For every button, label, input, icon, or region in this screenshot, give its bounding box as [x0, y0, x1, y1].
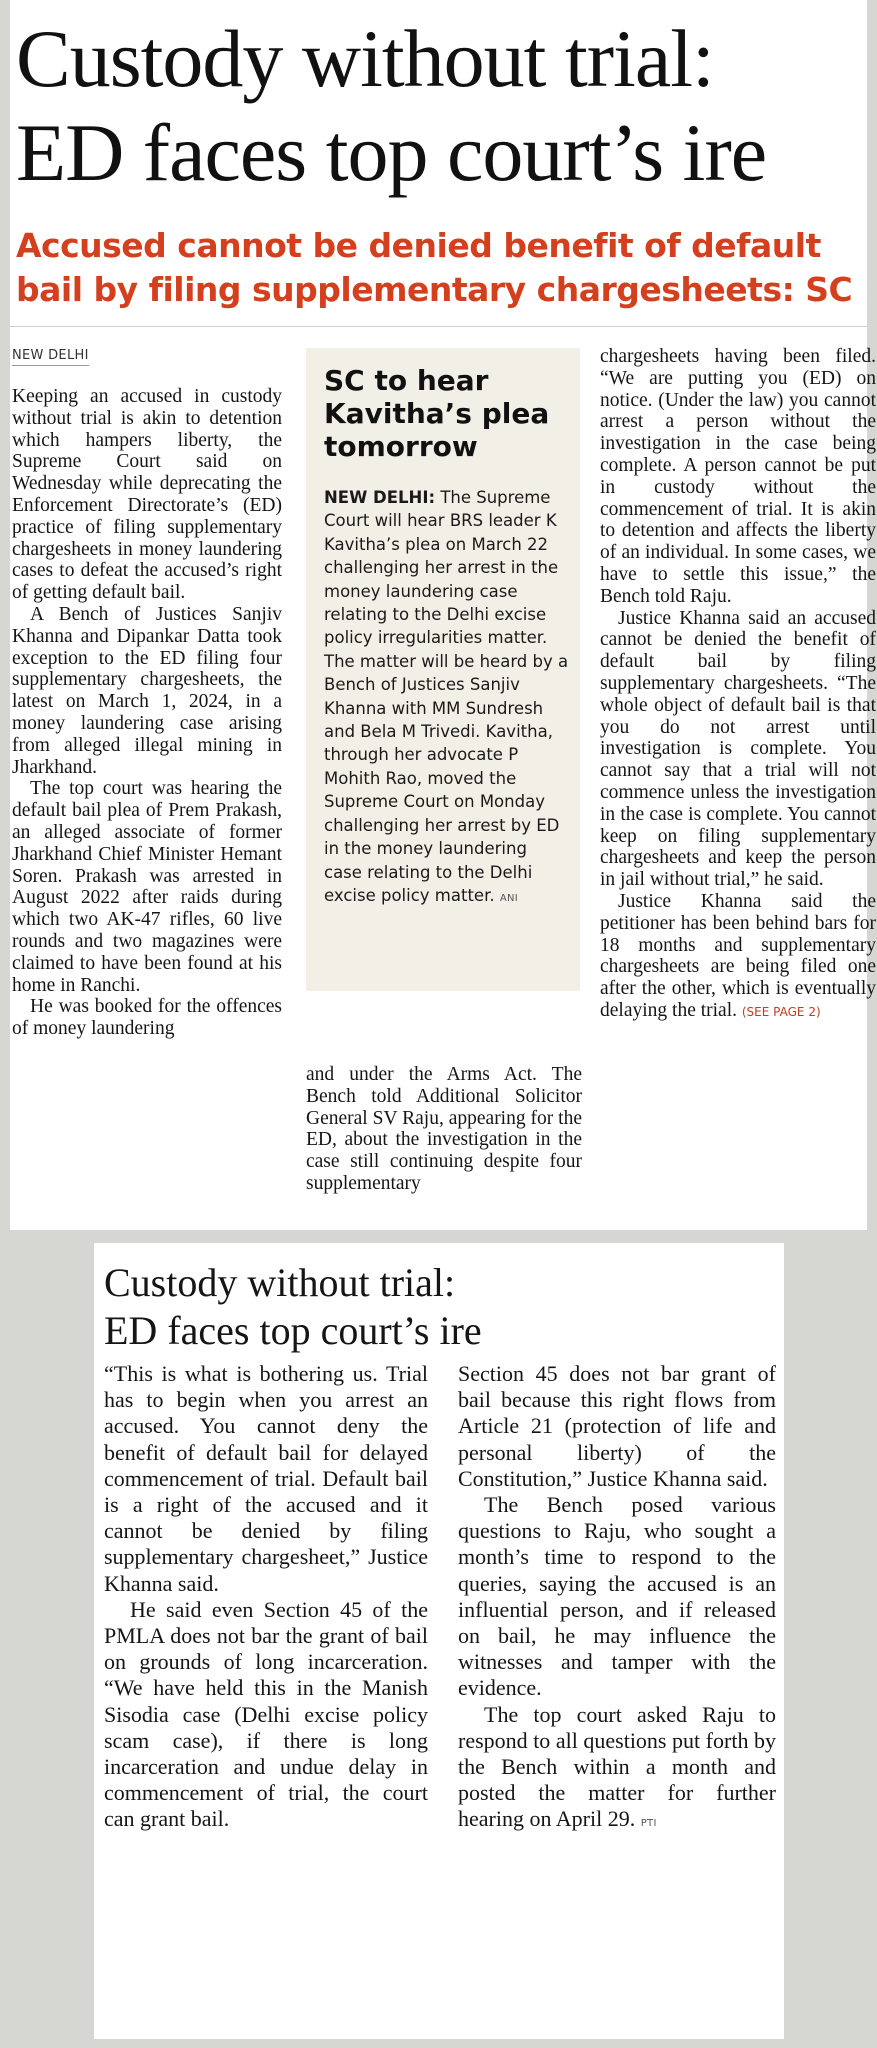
agency-credit: PTI — [640, 1818, 657, 1830]
paragraph: Keeping an accused in custody without trial is akin to detention which hampers liberty, the Supreme Court said on Wednesday while deprecating the Enforcement Directorate’s (ED) practice of filing supplementary chargesheets in money laundering cases to defeat the accused’s right of getting default bail. — [12, 386, 282, 604]
article-column-2 — [306, 1064, 582, 1195]
newspaper-clipping-continued — [94, 1243, 784, 2039]
article-column-3 — [600, 346, 876, 1024]
headline-line-2: ED faces top court’s ire — [16, 107, 767, 198]
paragraph: He was booked for the offences of money laundering — [12, 996, 282, 1040]
continuation-headline — [104, 1259, 754, 1355]
sidebar-box — [306, 348, 580, 991]
paragraph: A Bench of Justices Sanjiv Khanna and Dipankar Datta took exception to the ED filing four supplementary chargesheets, the latest on March 1, 2024, in a money laundering case arising from alleged illegal mining in Jharkhand. — [12, 603, 282, 778]
paragraph: “This is what is bothering us. Trial has to begin when you arrest an accused. You cannot deny the benefit of default bail for delayed commencement of trial. Default bail is a right of the accused and it cannot be denied by filing supplementary chargesheet,” Justice Khanna said. — [104, 1361, 428, 1596]
paragraph-text: Justice Khanna said the petitioner has been behind bars for 18 months and supplementary chargesheets are being filed one after the other, which is eventually delaying the trial. — [600, 890, 876, 1021]
subheadline-line-1: Accused cannot be denied benefit of default — [16, 226, 821, 265]
article-column-1 — [12, 386, 282, 1040]
paragraph: and under the Arms Act. The Bench told Additional Solicitor General SV Raju, appearing for the ED, about the investigation in the case still continuing despite four supplementary — [306, 1064, 582, 1194]
see-page-jump: (SEE PAGE 2) — [741, 1004, 821, 1019]
subheadline-line-2: bail by filing supplementary chargesheets: SC — [16, 270, 853, 309]
dateline: NEW DELHI — [12, 348, 89, 366]
paragraph: The top court was hearing the default bail plea of Prem Prakash, an alleged associate of former Jharkhand Chief Minister Hemant Soren. Prakash was arrested in August 2022 after raids during which two AK-47 rifles, 60 live rounds and two magazines were claimed to have been found at his home in Ranchi. — [12, 778, 282, 996]
sidebar-dateline: NEW DELHI: — [324, 488, 436, 507]
continuation-column-1 — [104, 1361, 428, 1833]
divider — [10, 326, 867, 327]
headline — [16, 12, 861, 200]
paragraph-text: The top court asked Raju to respond to all questions put forth by the Bench within a month and posted the matter for further hearing on April 29. — [458, 1701, 776, 1832]
newspaper-clipping-front — [10, 0, 876, 1230]
continuation-column-2 — [458, 1361, 776, 1838]
paragraph — [600, 891, 876, 1024]
headline-line-1: Custody without trial: — [16, 13, 714, 104]
sidebar-text: The Supreme Court will hear BRS leader K Kavitha’s plea on March 22 challenging her arrest in the money laundering case relating to the Delhi excise policy irregularities matter. The matter will be heard by a Bench of Justices Sanjiv Khanna with MM Sundresh and Bela M Trivedi. Kavitha, through her advocate P Mohith Rao, moved the Supreme Court on Monday challenging her arrest by ED in the money laundering case relating to the Delhi excise policy matter. — [324, 488, 569, 905]
paragraph: He said even Section 45 of the PMLA does not bar the grant of bail on grounds of long incarceration. “We have held this in the Manish Sisodia case (Delhi excise policy scam case), if there is long incarceration and undue delay in commencement of trial, the court can grant bail. — [104, 1596, 428, 1832]
paragraph: chargesheets having been filed. “We are putting you (ED) on notice. (Under the law) you cannot arrest a person without the investigation in the case being complete. A person cannot be put in custody without the commencement of trial. It is akin to detention and affects the liberty of an individual. In some cases, we have to settle this issue,” the Bench told Raju. — [600, 346, 876, 607]
sidebar-body — [324, 486, 570, 910]
agency-credit: ANI — [499, 892, 519, 904]
headline-line-1: Custody without trial: — [104, 1260, 456, 1305]
paragraph — [458, 1702, 776, 1838]
sidebar-title: SC to hear Kavitha’s plea tomorrow — [324, 364, 550, 463]
paragraph: The Bench posed various questions to Raju, who sought a month’s time to respond to the queries, saying the accused is an influential person, and if released on bail, he may influence the witnesses and tamper with the evidence. — [458, 1492, 776, 1701]
headline-line-2: ED faces top court’s ire — [104, 1308, 482, 1353]
paragraph: Justice Khanna said an accused cannot be denied the benefit of default bail by filing supplementary chargesheets. “The whole object of default bail is that you do not arrest until investigation is complete. You cannot say that a trial will not commence unless the investigation in the case is complete. You cannot keep on filing supplementary chargesheets and keep the person in jail without trial,” he said. — [600, 607, 876, 891]
paragraph: Section 45 does not bar grant of bail because this right flows from Article 21 (protection of life and personal liberty) of the Constitution,” Justice Khanna said. — [458, 1361, 776, 1491]
subheadline — [16, 224, 861, 312]
